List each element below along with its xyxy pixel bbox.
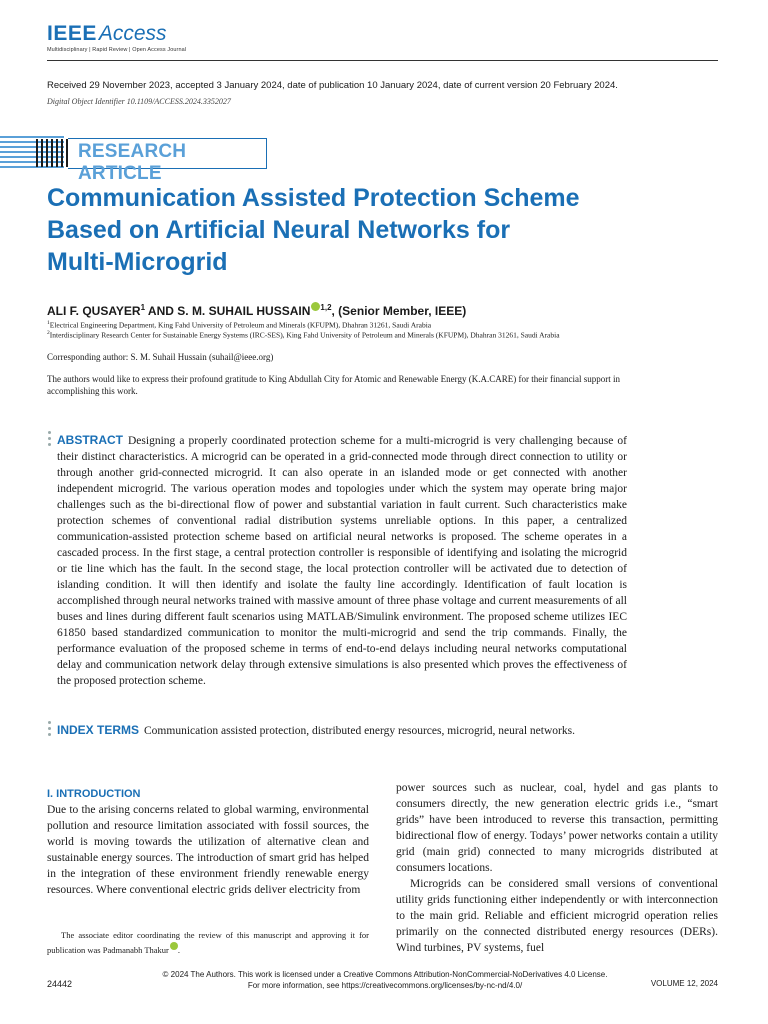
affiliation-text: Electrical Engineering Department, King Fahd University of Petroleum and Minerals (KFUPM), Dhahran 31261, Saudi Arabia bbox=[49, 320, 432, 330]
section-heading: I. INTRODUCTION bbox=[47, 788, 141, 800]
doi-line: Digital Object Identifier 10.1109/ACCESS.2024.3352027 bbox=[47, 97, 231, 106]
article-type: RESEARCH ARTICLE bbox=[78, 141, 187, 184]
page-number: 24442 bbox=[47, 979, 73, 989]
paragraph: power sources such as nuclear, coal, hydel and gas plants to consumers directly, the new generation electric grids i.e., “smart grids” have been introduced to reverse this transaction, permitting bidirectional flow of energy. Todays’ power networks contain a utility grid (main grid) connected to many microgrids distributed at consumers locations. bbox=[396, 782, 718, 874]
affiliation-number: 2 bbox=[47, 330, 50, 336]
footnote-text: The associate editor coordinating the review of this manuscript and approving it for publication was Padmanabh Thakur bbox=[47, 930, 369, 955]
title-line: Multi-Microgrid bbox=[47, 248, 228, 276]
author-suffix: , (Senior Member, IEEE) bbox=[331, 304, 467, 318]
paragraph: Due to the arising concerns related to global warming, environmental pollution and resource limitation associated with fossil sources, the world is moving towards the utilization of alternative clean and sustainable energy sources. The introduction of smart grid has helped in the integration of these environment friendly renewable energy resources. Where conventional electric grids deliver electricity from bbox=[47, 804, 369, 896]
abstract-text: Designing a properly coordinated protection scheme for a multi-microgrid is very challenging because of their distinct characteristics. A microgrid can be operated in a grid-connected mode through direct connection to utility or through another grid-connected microgrid. It can also operate in an islanded mode or get connected with another independent microgrid. The various operation modes and topologies under which the system may operate bring major challenges such as the bi-directional flow of power and substantial variation in fault current. Such characteristics make protection schemes of conventional radial distribution systems unreliable options. In this paper, a centralized communication-assisted protection scheme based on artificial neural networks is proposed. The scheme operates in a cascaded process. In the first stage, a central protection controller is responsible of identifying and isolating the microgrid or tie line which has the fault. In the second stage, the local protection controller will be activated due to detection of islanding condition. It will then identify and isolate the faulty line accordingly. Identification of fault location is accomplished through neural networks trained with massive amount of three phase voltage and current measurements of all buses and lines during different fault scenarios using MATLAB/Simulink environment. The proposed scheme utilizes IEC 61850 based standardized communication to monitor the multi-microgrid and send the trip commands. Finally, the performance evaluation of the proposed scheme in terms of end-to-end delays including neural networks computational delay and communication network delay through extensive simulations is also presented which proves the effectiveness of the proposed protection scheme. bbox=[57, 435, 627, 687]
license-line: © 2024 The Authors. This work is licensed under a Creative Commons Attribution-NonCommercial-NoDerivatives 4.0 License. bbox=[162, 970, 608, 979]
title-line: Communication Assisted Protection Scheme bbox=[47, 184, 580, 212]
paragraph: Microgrids can be considered small versions of conventional utility grids functioning either independently or with interconnection to the main grid. Reliable and efficient microgrid operation relies primarily on the connected distributed energy resources (DERs). Wind turbines, PV systems, fuel bbox=[396, 878, 718, 954]
license-notice bbox=[120, 969, 650, 991]
orcid-icon[interactable] bbox=[170, 942, 178, 950]
band-bars bbox=[36, 139, 68, 167]
index-terms-text: Communication assisted protection, distributed energy resources, microgrid, neural networks. bbox=[144, 725, 575, 737]
abstract-label: ABSTRACT bbox=[57, 433, 123, 447]
title-line: Based on Artificial Neural Networks for bbox=[47, 216, 511, 244]
index-terms bbox=[57, 722, 627, 739]
author-list bbox=[47, 302, 466, 318]
paper-title bbox=[47, 182, 707, 278]
volume-info: VOLUME 12, 2024 bbox=[650, 979, 718, 988]
author-name: ALI F. QUSAYER bbox=[47, 304, 141, 318]
affiliation-text: Interdisciplinary Research Center for Sustainable Energy Systems (IRC-SES), King Fahd University of Petroleum and Minerals (KFUPM), Dhahran 31261, Saudi Arabia bbox=[49, 330, 560, 340]
journal-name-italic: Access bbox=[98, 22, 167, 45]
intro-left-column bbox=[47, 802, 369, 898]
intro-right-column bbox=[396, 780, 718, 956]
dates-line: Received 29 November 2023, accepted 3 January 2024, date of publication 10 January 2024, date of current version 20 February 2024. bbox=[47, 80, 618, 91]
editor-footnote: The associate editor coordinating the review of this manuscript and approving it for publication was Padmanabh Thakur . bbox=[47, 930, 369, 955]
abstract bbox=[57, 432, 627, 689]
index-terms-marker bbox=[48, 721, 51, 739]
journal-name-bold: IEEE bbox=[47, 22, 97, 45]
article-type-band bbox=[0, 136, 270, 184]
author-affil-sup: 1 bbox=[140, 303, 146, 312]
author-name: S. M. SUHAIL HUSSAIN bbox=[177, 304, 311, 318]
header-divider bbox=[47, 60, 718, 61]
abstract-marker bbox=[48, 431, 51, 449]
affiliation bbox=[47, 328, 667, 341]
corresponding-author: Corresponding author: S. M. Suhail Hussain (suhail@ieee.org) bbox=[47, 352, 274, 362]
journal-logo bbox=[47, 22, 186, 53]
acknowledgment: The authors would like to express their profound gratitude to King Abdullah City for Atomic and Renewable Energy (K.A.CARE) for their financial support in accomplishing this work. bbox=[47, 374, 620, 396]
author-affil-sup: 1,2 bbox=[320, 303, 332, 312]
journal-tagline: Multidisciplinary | Rapid Review | Open Access Journal bbox=[47, 47, 187, 53]
affiliation-number: 1 bbox=[47, 320, 50, 326]
license-link[interactable]: For more information, see https://creativecommons.org/licenses/by-nc-nd/4.0/ bbox=[247, 981, 523, 990]
index-terms-label: INDEX TERMS bbox=[57, 723, 140, 737]
author-and: AND bbox=[147, 304, 174, 318]
